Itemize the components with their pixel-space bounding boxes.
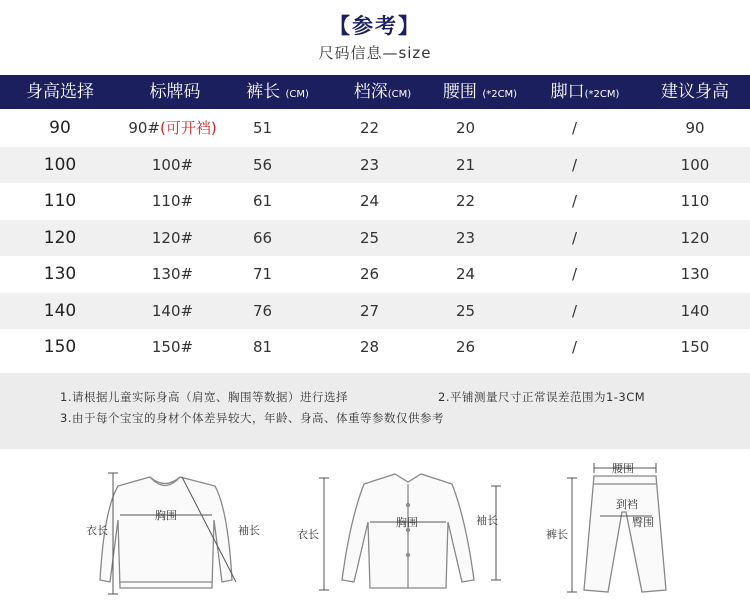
sweater-length-label: 衣长 (86, 524, 108, 537)
cell-hem: / (571, 228, 578, 247)
cell-rise: 23 (359, 155, 380, 174)
tag-note: (可开裆) (159, 119, 217, 137)
cell-height: 90 (49, 118, 71, 138)
pants-rise-label: 到裆 (616, 498, 638, 511)
header-pants-length: 裤长 (CM) (246, 82, 309, 102)
cell-tag: 90#(可开裆) (128, 119, 217, 137)
cell-rise: 26 (359, 265, 380, 283)
pants-hip-label: 臀围 (632, 516, 654, 529)
pants-icon (584, 476, 666, 592)
cell-waist: 26 (455, 338, 476, 356)
cell-suggest: 140 (680, 301, 710, 320)
cell-tag: 110# (151, 192, 194, 210)
shirt-length-label: 衣长 (297, 528, 319, 541)
cell-height: 150 (43, 337, 77, 357)
cell-suggest: 130 (680, 265, 710, 283)
note-2: 2.平铺测量尺寸正常误差范围为1-3CM (438, 390, 646, 404)
header-height-select: 身高选择 (26, 82, 94, 102)
cell-suggest: 150 (680, 338, 710, 356)
cell-suggest: 100 (680, 155, 710, 174)
cell-height: 110 (43, 191, 77, 211)
cell-hem: / (571, 119, 578, 137)
cell-length: 66 (252, 228, 273, 247)
cell-hem: / (571, 301, 578, 320)
page-subtitle: 尺码信息—size (318, 44, 432, 62)
cell-height: 100 (43, 154, 77, 175)
cell-length: 71 (252, 265, 273, 283)
cell-tag: 100# (151, 155, 194, 174)
table-row (0, 256, 750, 292)
cell-rise: 27 (359, 301, 380, 320)
pants-waist-label: 腰围 (612, 462, 634, 475)
cell-suggest: 90 (685, 119, 705, 137)
cell-tag: 150# (151, 338, 194, 356)
cell-length: 51 (252, 119, 273, 137)
cell-height: 140 (43, 300, 77, 321)
notes-panel (0, 373, 750, 449)
header-rise: 档深(CM) (353, 82, 412, 102)
cell-hem: / (571, 265, 578, 283)
cell-length: 76 (252, 301, 273, 320)
shirt-chest-label: 胸围 (396, 516, 418, 529)
cell-rise: 25 (359, 228, 380, 247)
table-row (0, 220, 750, 256)
table-row (0, 293, 750, 329)
sweater-icon (100, 477, 232, 588)
cell-waist: 24 (455, 265, 476, 283)
cell-length: 81 (252, 338, 273, 356)
size-table-header (0, 75, 750, 109)
cell-suggest: 120 (680, 228, 710, 247)
note-1: 1.请根据儿童实际身高（肩宽、胸围等数据）进行选择 (60, 390, 348, 404)
table-row (0, 110, 750, 146)
table-row (0, 329, 750, 365)
cell-tag: 130# (151, 265, 194, 283)
sweater-diagram (100, 477, 232, 588)
cell-height: 130 (43, 264, 77, 284)
cell-length: 56 (252, 155, 273, 174)
sweater-chest-label: 胸围 (155, 509, 177, 522)
pants-length-label: 裤长 (546, 528, 568, 541)
shirt-sleeve-label: 袖长 (476, 514, 498, 527)
cell-waist: 20 (455, 119, 476, 137)
header-tag-size: 标牌码 (149, 82, 201, 102)
pants-diagram (584, 476, 666, 592)
cell-rise: 28 (359, 338, 380, 356)
header-suggest-height: 建议身高 (661, 82, 729, 102)
cell-length: 61 (252, 192, 273, 210)
cell-rise: 22 (359, 119, 380, 137)
table-row (0, 147, 750, 183)
note-3: 3.由于每个宝宝的身材个体差异较大，年龄、身高、体重等参数仅供参考 (60, 411, 444, 425)
cell-suggest: 110 (680, 192, 710, 210)
measurement-diagrams (0, 450, 750, 614)
table-row (0, 183, 750, 219)
cell-waist: 23 (455, 228, 476, 247)
header-waist: 腰围 (*2CM) (442, 82, 518, 102)
cell-waist: 21 (455, 155, 476, 174)
header-hem: 脚口(*2CM) (550, 82, 620, 102)
cell-waist: 25 (455, 301, 476, 320)
page-title: 【参考】 (329, 14, 421, 38)
cell-height: 120 (43, 227, 77, 248)
cell-hem: / (571, 155, 578, 174)
cell-waist: 22 (455, 192, 476, 210)
cell-tag: 120# (151, 228, 194, 247)
sweater-sleeve-label: 袖长 (238, 524, 260, 537)
shirt-diagram (342, 474, 474, 588)
cell-hem: / (571, 192, 578, 210)
cell-tag: 140# (151, 301, 194, 320)
cell-hem: / (571, 338, 578, 356)
cell-rise: 24 (359, 192, 380, 210)
title-block (0, 10, 750, 40)
